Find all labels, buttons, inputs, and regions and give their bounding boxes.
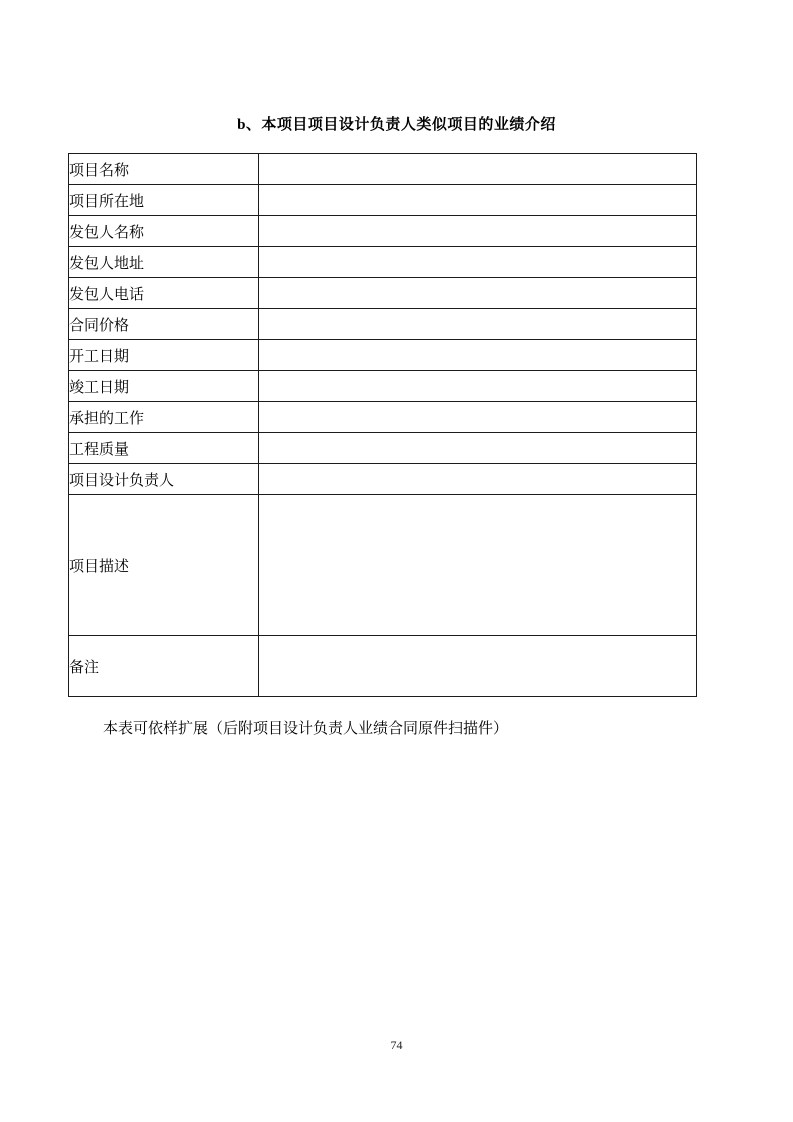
row-label: 承担的工作 (69, 402, 259, 433)
row-value-cell (259, 402, 697, 433)
row-label: 合同价格 (69, 309, 259, 340)
row-label: 项目设计负责人 (69, 464, 259, 495)
table-row (69, 247, 697, 278)
row-value-cell (259, 278, 697, 309)
page-number: 74 (390, 1038, 403, 1052)
footnote: 本表可依样扩展（后附项目设计负责人业绩合同原件扫描件） (103, 721, 509, 737)
row-label: 发包人地址 (69, 247, 259, 278)
table-row (69, 495, 697, 636)
performance-table-body (69, 154, 697, 697)
table-row (69, 185, 697, 216)
row-label: 项目名称 (69, 154, 259, 185)
table-row (69, 636, 697, 697)
row-value-cell (259, 185, 697, 216)
table-row (69, 154, 697, 185)
row-value-cell (259, 433, 697, 464)
row-value-cell (259, 309, 697, 340)
table-row (69, 309, 697, 340)
row-label: 项目所在地 (69, 185, 259, 216)
row-label: 项目描述 (69, 495, 259, 636)
row-label: 发包人电话 (69, 278, 259, 309)
row-value-cell (259, 495, 697, 636)
row-label: 工程质量 (69, 433, 259, 464)
table-row (69, 278, 697, 309)
row-value-cell (259, 216, 697, 247)
row-label: 竣工日期 (69, 371, 259, 402)
performance-table (68, 153, 697, 697)
row-value-cell (259, 340, 697, 371)
section-title: b、本项目项目设计负责人类似项目的业绩介绍 (237, 117, 556, 133)
row-value-cell (259, 464, 697, 495)
row-value-cell (259, 154, 697, 185)
table-row (69, 340, 697, 371)
row-value-cell (259, 371, 697, 402)
row-label: 发包人名称 (69, 216, 259, 247)
table-row (69, 216, 697, 247)
row-value-cell (259, 636, 697, 697)
table-row (69, 402, 697, 433)
row-label: 备注 (69, 636, 259, 697)
row-value-cell (259, 247, 697, 278)
table-row (69, 371, 697, 402)
table-row (69, 433, 697, 464)
row-label: 开工日期 (69, 340, 259, 371)
table-row (69, 464, 697, 495)
